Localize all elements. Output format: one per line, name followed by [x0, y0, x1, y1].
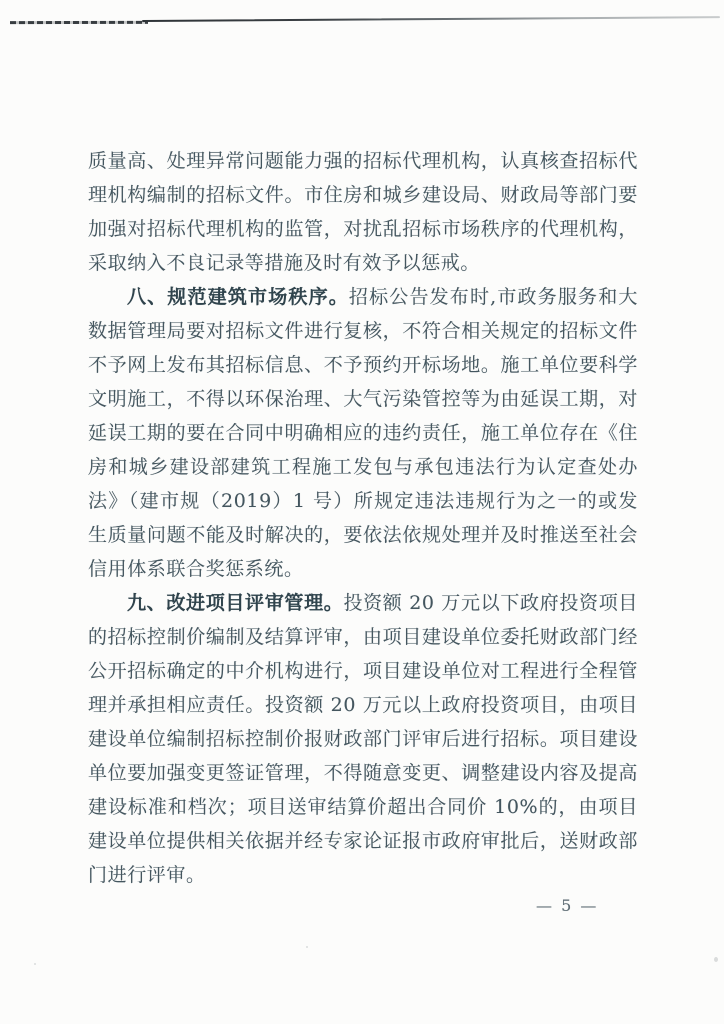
scan-speck [34, 963, 36, 965]
paragraph-section-9 [88, 586, 638, 892]
scan-artifact-dashes [10, 21, 148, 24]
paragraph-text: 质量高、处理异常问题能力强的招标代理机构，认真核查招标代理机构编制的招标文件。市住房和城乡建设局、财政局等部门要加强对招标代理机构的监管，对扰乱招标市场秩序的代理机构，采取纳入不良记录等措施及时有效予以惩戒。 [88, 150, 638, 274]
scan-speck [714, 957, 718, 962]
paragraph-section-8 [88, 280, 638, 586]
paragraph-continuation [88, 144, 638, 280]
document-body [88, 144, 638, 892]
paragraph-text: 招标公告发布时,市政务服务和大数据管理局要对招标文件进行复核，不符合相关规定的招标文件不予网上发布其招标信息、不予预约开标场地。施工单位要科学文明施工，不得以环保治理、大气污染管控等为由延误工期，对延误工期的要在合同中明确相应的违约责任，施工单位存在《住房和城乡建设部建筑工程施工发包与承包违法行为认定查处办法》（建市规（2019）1 号）所规定违法违规行为之一的或发生质量问题不能及时解决的，要依法依规处理并及时推送至社会信用体系联合奖惩系统。 [88, 286, 638, 580]
paragraph-text: 投资额 20 万元以下政府投资项目的招标控制价编制及结算评审，由项目建设单位委托财政部门经公开招标确定的中介机构进行，项目建设单位对工程进行全程管理并承担相应责任。投资额 20 万元以上政府投资项目，由项目建设单位编制招标控制价报财政部门评审后进行招标。项目建设单位要加强变更签证管理，不得随意变更、调整建设内容及提高建设标准和档次；项目送审结算价超出合同价 10%的，由项目建设单位提供相关依据并经专家论证报市政府审批后，送财政部门进行评审。 [88, 592, 638, 886]
scan-speck [306, 946, 308, 948]
page-number: — 5 — [536, 896, 599, 915]
scan-artifact-line [142, 16, 720, 22]
section-heading: 八、规范建筑市场秩序。 [127, 286, 349, 308]
section-heading: 九、改进项目评审管理。 [127, 592, 344, 614]
